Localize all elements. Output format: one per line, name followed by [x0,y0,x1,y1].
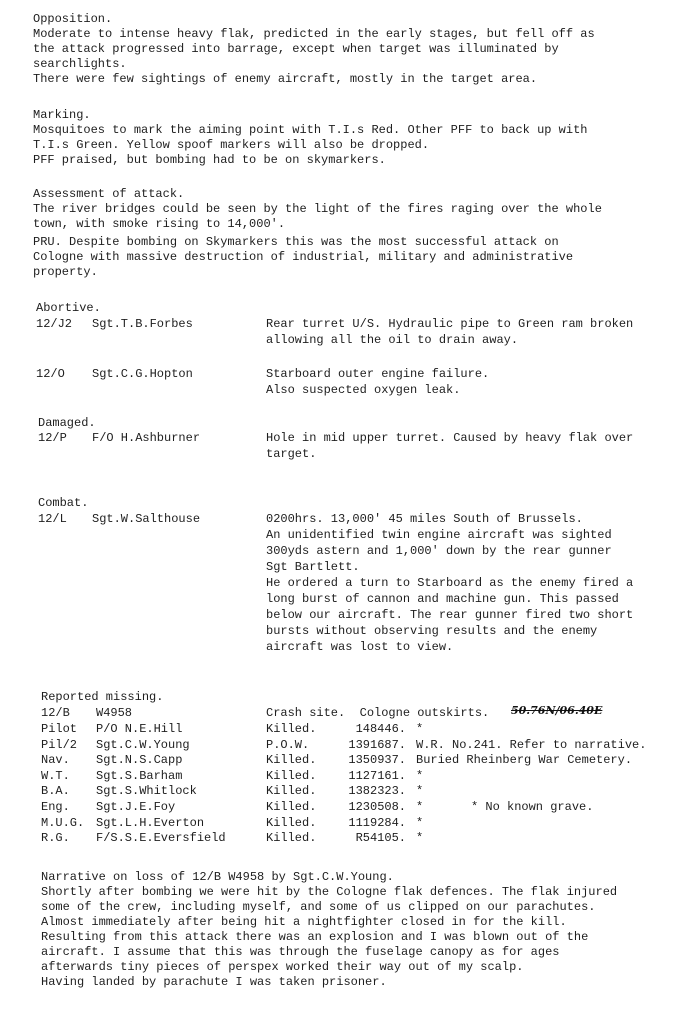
crew-service-number: 1391687. [348,737,406,752]
damaged-code: 12/P [38,431,67,445]
abortive-heading: Abortive. [36,301,101,315]
opposition-text-line: Moderate to intense heavy flak, predicted in the early stages, but fell off as [33,27,595,41]
combat-report-line: He ordered a turn to Starboard as the enemy fired a [266,576,634,590]
abortive-crew-name: Sgt.C.G.Hopton [92,367,193,381]
narrative-text-line: Resulting from this attack there was an explosion and I was blown out of the [41,930,589,944]
crew-grave-mark: * [416,768,424,783]
crew-name: Sgt.N.S.Capp [96,753,183,768]
crew-role: Pilot [41,722,78,736]
combat-report-line: Sgt Bartlett. [266,560,360,574]
abortive-remark-line: Also suspected oxygen leak. [266,383,461,397]
crew-status: Killed. [266,800,317,814]
marking-heading: Marking. [33,108,91,122]
opposition-text-line: There were few sightings of enemy aircraft, mostly in the target area. [33,72,538,86]
opposition-heading: Opposition. [33,12,113,26]
combat-report-line: bursts without observing results and the enemy [266,624,598,638]
marking-text-line: T.I.s Green. Yellow spoof markers will also be dropped. [33,138,430,152]
damaged-crew-name: F/O H.Ashburner [92,431,201,445]
narrative-text-line: aircraft. I assume that this was through the fuselage canopy as for ages [41,945,560,959]
crew-role: Nav. [41,753,70,768]
crew-role: Eng. [41,800,70,814]
crew-grave-mark: * [416,722,424,736]
crew-name: F/S.S.E.Eversfield [96,831,226,846]
abortive-code: 12/J2 [36,317,73,331]
crew-status: Killed. [266,722,317,736]
crew-service-number: 148446. [355,722,406,736]
combat-report-line: 300yds astern and 1,000' down by the rear gunner [266,544,612,558]
crew-name: Sgt.S.Barham [96,768,183,783]
narrative-text-line: afterwards tiny pieces of perspex worked their way out of my scalp. [41,960,524,974]
crew-status: Killed. [266,768,317,783]
damaged-remark-line: target. [266,447,317,461]
crew-service-number: 1127161. [348,768,406,783]
abortive-remark-line: Rear turret U/S. Hydraulic pipe to Green ram broken [266,317,634,331]
crew-status: Killed. [266,753,317,768]
crew-status: Killed. [266,831,317,846]
combat-code: 12/L [38,512,67,526]
combat-report-line: 0200hrs. 13,000' 45 miles South of Brussels. [266,512,583,526]
missing-aircraft-code: 12/B [41,706,70,720]
crew-role: M.U.G. [41,815,85,830]
abortive-crew-name: Sgt.T.B.Forbes [92,317,193,331]
combat-report-line: aircraft was lost to view. [266,640,454,654]
crew-grave-mark: * [416,800,424,814]
crew-service-number: 1350937. [348,753,406,768]
crew-status: Killed. [266,815,317,830]
narrative-text-line: Having landed by parachute I was taken prisoner. [41,975,387,989]
narrative-text-line: Shortly after bombing we were hit by the Cologne flak defences. The flak injured [41,885,618,899]
crew-grave-mark: * [416,784,424,799]
combat-report-line: long burst of cannon and machine gun. This passed [266,592,619,606]
opposition-text-line: the attack progressed into barrage, except when target was illuminated by [33,42,559,56]
crew-status: P.O.W. [266,737,310,752]
abortive-remark-line: allowing all the oil to drain away. [266,333,519,347]
crew-grave-mark: * [416,831,424,846]
combat-report-line: An unidentified twin engine aircraft was sighted [266,528,612,542]
combat-report-line: below our aircraft. The rear gunner fired two short [266,608,634,622]
marking-text-line: PFF praised, but bombing had to be on skymarkers. [33,153,386,167]
crew-name: Sgt.S.Whitlock [96,784,197,799]
crew-role: Pil/2 [41,737,78,752]
opposition-text-line: searchlights. [33,57,127,71]
crew-service-number: 1230508. [348,800,406,814]
crew-grave-mark: * [416,815,424,830]
crew-role: W.T. [41,768,70,783]
crew-name: Sgt.J.E.Foy [96,800,176,814]
crash-site: Crash site. Cologne outskirts. [266,706,490,720]
crew-service-number: 1382323. [348,784,406,799]
damaged-remark-line: Hole in mid upper turret. Caused by heavy flak over [266,431,634,445]
crew-service-number: 1119284. [348,815,406,830]
crew-role: R.G. [41,831,70,846]
crew-note: Buried Rheinberg War Cemetery. [416,753,633,768]
narrative-heading: Narrative on loss of 12/B W4958 by Sgt.C.W.Young. [41,870,394,884]
assessment-heading: Assessment of attack. [33,187,185,201]
marking-text-line: Mosquitoes to mark the aiming point with T.I.s Red. Other PFF to back up with [33,123,588,137]
crew-status: Killed. [266,784,317,799]
abortive-remark-line: Starboard outer engine failure. [266,367,490,381]
combat-crew-name: Sgt.W.Salthouse [92,512,201,526]
abortive-code: 12/O [36,367,65,381]
crew-name: Sgt.C.W.Young [96,737,190,752]
assessment-text-line: property. [33,265,98,279]
assessment-text-line: PRU. Despite bombing on Skymarkers this was the most successful attack on [33,235,559,249]
combat-heading: Combat. [38,496,89,510]
crew-role: B.A. [41,784,70,799]
handwritten-coordinates: 50.76N/06.40E [511,704,603,717]
missing-heading: Reported missing. [41,690,164,704]
crew-note: W.R. No.241. Refer to narrative. [416,737,647,752]
missing-aircraft-serial: W4958 [96,706,133,720]
assessment-text-line: The river bridges could be seen by the light of the fires raging over the whole [33,202,602,216]
narrative-text-line: some of the crew, including myself, and some of us clipped on our parachutes. [41,900,596,914]
narrative-text-line: Almost immediately after being hit a nightfighter closed in for the kill. [41,915,567,929]
crew-name: Sgt.L.H.Everton [96,815,205,830]
assessment-text-line: Cologne with massive destruction of industrial, military and administrative [33,250,574,264]
damaged-heading: Damaged. [38,416,96,430]
crew-name: P/O N.E.Hill [96,722,183,736]
crew-note: * No known grave. [471,800,594,814]
crew-service-number: R54105. [355,831,406,846]
assessment-text-line: town, with smoke rising to 14,000'. [33,217,286,231]
